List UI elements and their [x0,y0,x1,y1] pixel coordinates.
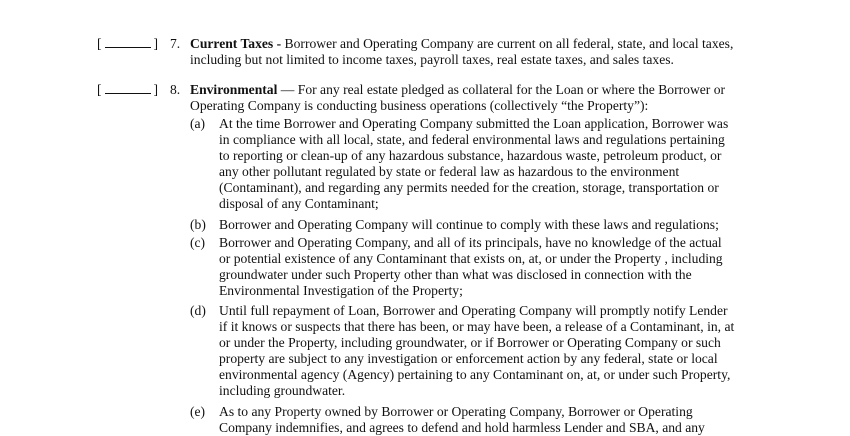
item-line: (Contaminant), and regarding any permits needed for the creation, storage, transportation or [219,180,719,195]
checkbox-blank-8[interactable]: [ ] [97,82,159,97]
item-label: (c) [190,235,206,250]
item-line: environmental agency (Agency) pertaining to any Contaminant on, at, or under such Property, [219,367,731,382]
section-line: Operating Company is conducting business operations (collectively “the Property”): [190,98,649,113]
section-title: Environmental [190,82,278,97]
item-line: if it knows or suspects that there has been, or may have been, a release of a Contaminant, in, at [219,319,735,334]
item-label: (e) [190,404,206,419]
item-line: including groundwater. [219,383,346,398]
item-line: groundwater under such Property other than what was disclosed in connection with the [219,267,692,282]
item-line: disposal of any Contaminant; [219,196,379,211]
item-line: Borrower and Operating Company, and all of its principals, have no knowledge of the actual [219,235,722,250]
section-line: — For any real estate pledged as collateral for the Loan or where the Borrower or [280,82,726,97]
item-line: Environmental Investigation of the Property; [219,283,463,298]
section-number: 7. [170,36,181,51]
checkbox-blank-7[interactable]: [ ] [97,36,159,51]
item-text [219,116,779,212]
item-line: in compliance with all local, state, and federal environmental laws and regulations pertaining [219,132,725,147]
item-text [219,217,779,233]
section-first-line [190,82,760,98]
item-line: As to any Property owned by Borrower or Operating Company, Borrower or Operating [219,404,693,419]
item-label: (d) [190,303,206,318]
item-label: (a) [190,116,206,131]
item-text [219,303,779,399]
section-line: Borrower and Operating Company are current on all federal, state, and local taxes, [284,36,734,51]
item-text [219,235,779,299]
section-number: 8. [170,82,181,97]
item-text [219,404,779,436]
item-line: or under the Property, including groundwater, or if Borrower or Operating Company or such [219,335,721,350]
section-line: including but not limited to income taxes, payroll taxes, real estate taxes, and sales taxes. [190,52,674,67]
item-line: any other pollutant regulated by state or federal law as hazardous to the environment [219,164,680,179]
item-line: or potential existence of any Contaminant that exists on, at, or under the Property , including [219,251,723,266]
item-line: Company indemnifies, and agrees to defend and hold harmless Lender and SBA, and any [219,420,705,435]
item-line: to reporting or clean-up of any hazardous substance, hazardous waste, petroleum product, or [219,148,722,163]
item-line: property are subject to any investigation or enforcement action by any federal, state or local [219,351,718,366]
section-body [190,82,760,435]
section-body [190,36,760,68]
item-line: Borrower and Operating Company will continue to comply with these laws and regulations; [219,217,719,232]
item-line: Until full repayment of Loan, Borrower and Operating Company will promptly notify Lender [219,303,728,318]
section-first-line [190,36,760,52]
item-line: At the time Borrower and Operating Company submitted the Loan application, Borrower was [219,116,729,131]
section-title: Current Taxes - [190,36,282,51]
item-label: (b) [190,217,206,232]
